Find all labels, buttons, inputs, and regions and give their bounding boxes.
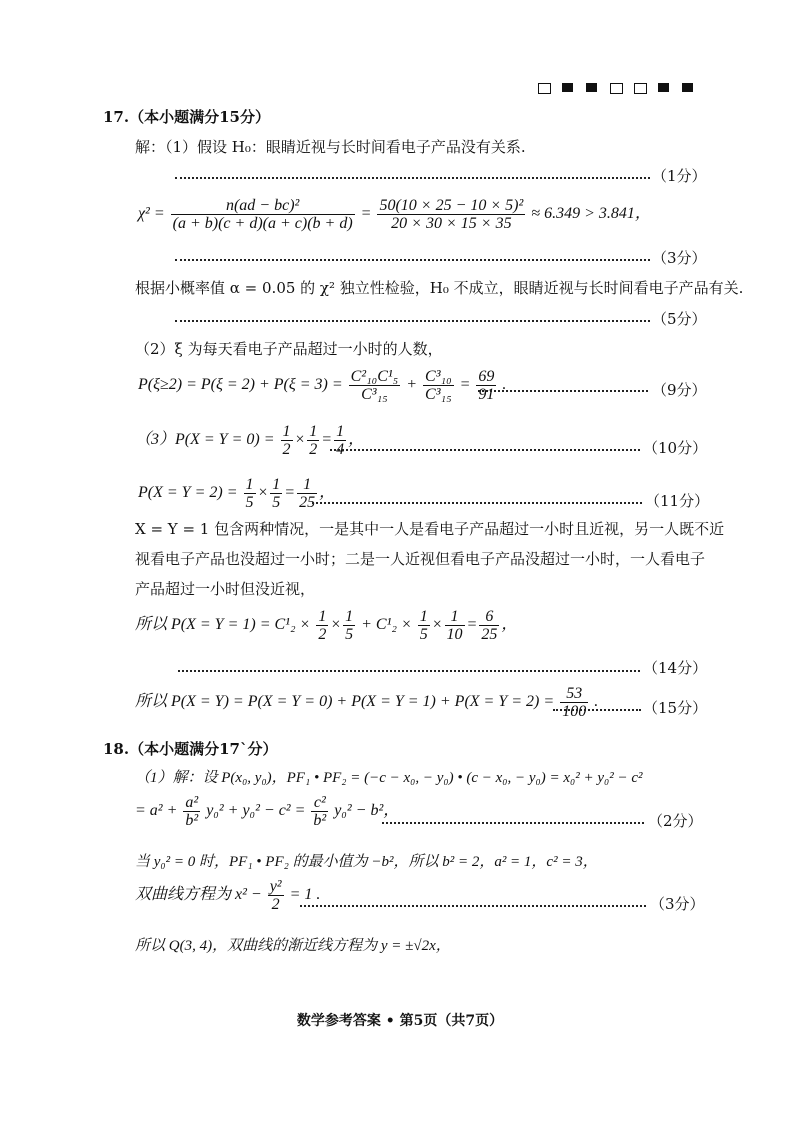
q18-title: 18.（本小题满分17`分） [103,740,278,758]
fraction: $\frac{\text{n(ad − bc)²}}{(a + b)(c + d)(a + c)(b + d)}$ [172,197,353,232]
mark-empty [634,83,647,94]
leader-dots [312,502,642,504]
q18-line5: 所以 Q(3, 4)，双曲线的渐近线方程为 y = ±√2x， [135,938,451,954]
p3-x0: （3）P(X = Y = 0) = $\frac{1}{2}$ × $\frac{1}{2}$ = $\frac{1}{4}$ ， [135,423,365,458]
q17-title: 17.（本小题满分15分） [103,108,270,126]
chi-lhs: χ² = [138,205,165,223]
paragraph-line: 视看电子产品也没超过一小时；二是一人近视但看电子产品没超过一小时，一人看电子 [135,550,706,568]
mark-filled [682,83,693,92]
mark-filled [562,83,573,92]
p3-total: 所以 P(X = Y) = P(X = Y = 0) + P(X = Y = 1) + P(X = Y = 2) = $\frac{53}{100}$ . [135,685,599,720]
score: （2分） [648,812,703,830]
q18-line1: （1）解：设 P(x₀, y₀)，PF₁ • PF₂ = (−c − x₀, − y₀) • (c − x₀, − y₀) = x₀² + y₀² − c² [135,770,643,786]
score: （11分） [645,492,710,510]
score: （3分） [652,249,707,267]
score: （14分） [643,659,708,677]
paragraph-line: X = Y = 1 包含两种情况，一是其中一人是看电子产品超过一小时且近视，另一人既不近 [135,520,725,538]
mark-filled [658,83,669,92]
score: （1分） [652,167,707,185]
paragraph-line: 产品超过一小时但没近视， [135,580,316,598]
leader-dots [330,449,640,451]
p2-formula: P(ξ≥2) = P(ξ = 2) + P(ξ = 3) = $\frac{\text{C²₁₀C¹₅}}{\text{C³₁₅}}$ + $\frac{\text{C³₁₀}}{\text{C³₁₅}}$ = $\frac{69}{91}$ . [138,368,507,403]
q17-conclusion: 根据小概率值 α = 0.05 的 χ² 独立性检验，H₀ 不成立，眼睛近视与长时间看电子产品有关. [135,279,744,297]
leader-dots [178,670,640,672]
leader-dots [300,905,646,907]
q17-part1-intro: 解：（1）假设 H₀：眼睛近视与长时间看电子产品没有关系. [135,138,526,156]
fraction: $\frac{\text{50(10 × 25 − 10 × 5)²}}{20 \times 30 \times 15 \times 35}$ [379,197,524,232]
leader-dots [175,320,650,322]
score: （3分） [650,895,705,913]
leader-dots [382,822,644,824]
fraction: $\frac{69}{91}$ [478,368,495,403]
mark-empty [610,83,623,94]
q18-line3: 当 y₀² = 0 时，PF₁ • PF₂ 的最小值为 −b²，所以 b² = 2，a² = 1，c² = 3， [135,854,598,870]
p3-x2: P(X = Y = 2) = $\frac{1}{5}$ × $\frac{1}{5}$ = $\frac{1}{25}$ ， [138,476,336,511]
chi-tail: ≈ 6.349 > 3.841， [531,205,651,223]
leader-dots [175,259,650,261]
score: （5分） [652,310,707,328]
score: （10分） [643,439,708,457]
score: （15分） [643,699,708,717]
q18-line4: 双曲线方程为 x² − $\frac{\text{y²}}{2}$ = 1 . [135,878,321,913]
q18-line2: = a² + $\frac{\text{a²}}{\text{b²}}$ y₀² + y₀² − c² = $\frac{\text{c²}}{\text{b²}}$ y₀² − b²， [135,794,400,829]
chi-square-formula: χ² = $\frac{\text{n(ad − bc)²}}{(a + b)(c + d)(a + c)(b + d)}$ = $\frac{\text{50(10 × 25 − 10 × 5)²}}{20 \times 30 \times 15 \times 35}$ ≈ 6.349 > 3.841， [138,197,651,232]
leader-dots [175,177,650,179]
page-footer: 数学参考答案 • 第5页（共7页） [296,1013,504,1029]
fraction: $\frac{\text{C³₁₀}}{\text{C³₁₅}}$ [425,368,452,403]
score: （9分） [652,381,707,399]
p3-x1: 所以 P(X = Y = 1) = C¹₂ × $\frac{1}{2}$ × $\frac{1}{5}$ + C¹₂ × $\frac{1}{5}$ × $\frac{1}{10}$ = $\frac{6}{25}$ ， [135,608,518,643]
q17-part2-intro: （2）ξ 为每天看电子产品超过一小时的人数， [135,340,443,358]
mark-empty [538,83,551,94]
fraction: $\frac{\text{C²₁₀C¹₅}}{\text{C³₁₅}}$ [350,368,399,403]
leader-dots [553,709,641,711]
mark-filled [586,83,597,92]
leader-dots [478,390,648,392]
